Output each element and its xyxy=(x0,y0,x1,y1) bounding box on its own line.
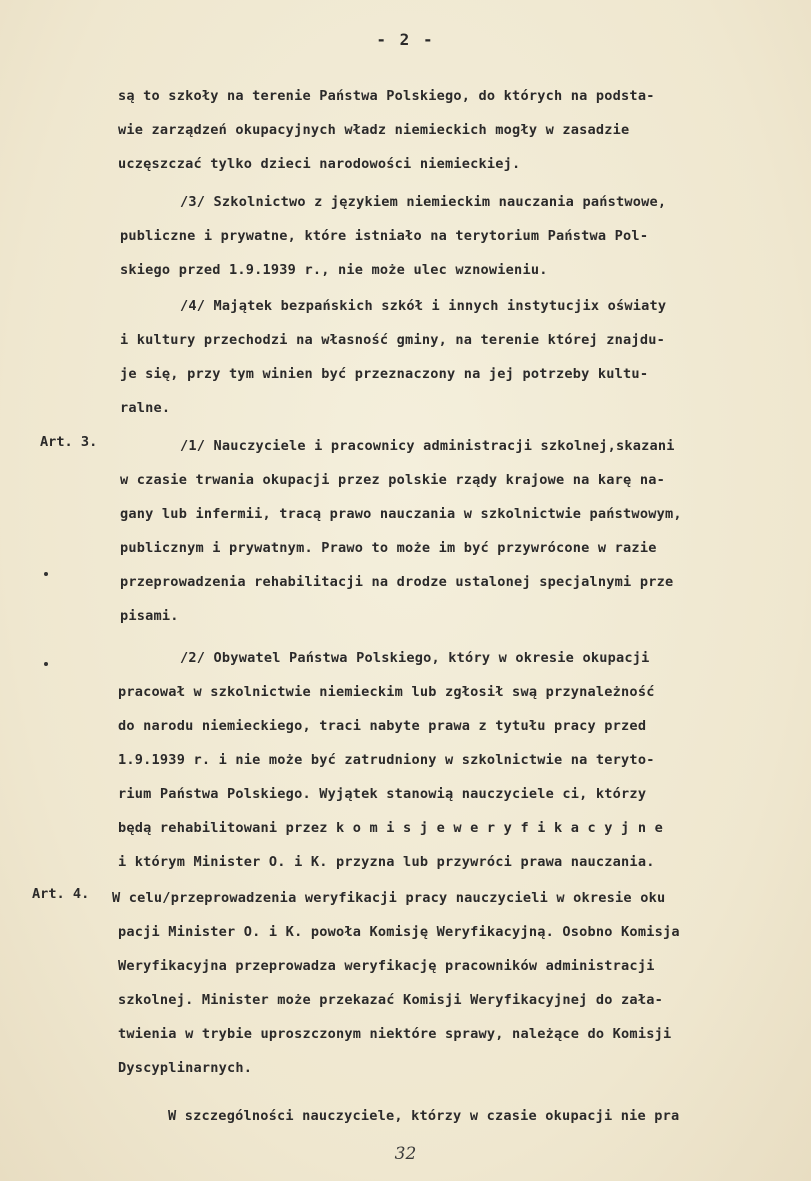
text-line: pacji Minister O. i K. powoła Komisję Weryfikacyjną. Osobno Komisja xyxy=(118,924,680,940)
text-line: i którym Minister O. i K. przyzna lub przywróci prawa nauczania. xyxy=(118,854,655,870)
text-line: będą rehabilitowani przez k o m i s j e w e r y f i k a c y j n e xyxy=(118,820,663,836)
article-label-3: Art. 3. xyxy=(40,434,98,450)
text-line: ralne. xyxy=(120,400,171,416)
text-line: rium Państwa Polskiego. Wyjątek stanowią nauczyciele ci, którzy xyxy=(118,786,647,802)
text-line: /1/ Nauczyciele i pracownicy administracji szkolnej,skazani xyxy=(180,438,675,454)
text-line: wie zarządzeń okupacyjnych władz niemieckich mogły w zasadzie xyxy=(118,122,630,138)
text-line: są to szkoły na terenie Państwa Polskiego, do których na podsta- xyxy=(118,88,655,104)
handwritten-page-number: 32 xyxy=(394,1144,417,1164)
text-line: /2/ Obywatel Państwa Polskiego, który w okresie okupacji xyxy=(180,650,650,666)
text-line: je się, przy tym winien być przeznaczony na jej potrzeby kultu- xyxy=(120,366,649,382)
text-line: skiego przed 1.9.1939 r., nie może ulec wznowieniu. xyxy=(120,262,548,278)
text-line: uczęszczać tylko dzieci narodowości niemieckiej. xyxy=(118,156,521,172)
text-line: gany lub infermii, tracą prawo nauczania w szkolnictwie państwowym, xyxy=(120,506,682,522)
text-line: twienia w trybie uproszczonym niektóre sprawy, należące do Komisji xyxy=(118,1026,672,1042)
text-line: publiczne i prywatne, które istniało na terytorium Państwa Pol- xyxy=(120,228,649,244)
margin-mark xyxy=(44,662,48,666)
text-line: /4/ Majątek bezpańskich szkół i innych instytucjix oświaty xyxy=(180,298,667,314)
text-line: Dyscyplinarnych. xyxy=(118,1060,253,1076)
text-line: W celu/przeprowadzenia weryfikacji pracy nauczycieli w okresie oku xyxy=(112,890,666,906)
text-line: pracował w szkolnictwie niemieckim lub zgłosił swą przynależność xyxy=(118,684,655,700)
text-line: /3/ Szkolnictwo z językiem niemieckim nauczania państwowe, xyxy=(180,194,667,210)
text-line: publicznym i prywatnym. Prawo to może im być przywrócone w razie xyxy=(120,540,657,556)
article-label-4: Art. 4. xyxy=(32,886,90,902)
text-line: Weryfikacyjna przeprowadza weryfikację pracowników administracji xyxy=(118,958,655,974)
text-line: i kultury przechodzi na własność gminy, na terenie której znajdu- xyxy=(120,332,665,348)
text-line: w czasie trwania okupacji przez polskie rządy krajowe na karę na- xyxy=(120,472,665,488)
text-line: szkolnej. Minister może przekazać Komisji Weryfikacyjnej do zała- xyxy=(118,992,663,1008)
margin-mark xyxy=(44,572,48,576)
text-line: 1.9.1939 r. i nie może być zatrudniony w szkolnictwie na teryto- xyxy=(118,752,655,768)
text-line: do narodu niemieckiego, traci nabyte prawa z tytułu pracy przed xyxy=(118,718,647,734)
text-line: pisami. xyxy=(120,608,179,624)
text-line: W szczególności nauczyciele, którzy w czasie okupacji nie pra xyxy=(168,1108,680,1124)
page-number: - 2 - xyxy=(376,30,435,49)
text-line: przeprowadzenia rehabilitacji na drodze ustalonej specjalnymi prze xyxy=(120,574,674,590)
